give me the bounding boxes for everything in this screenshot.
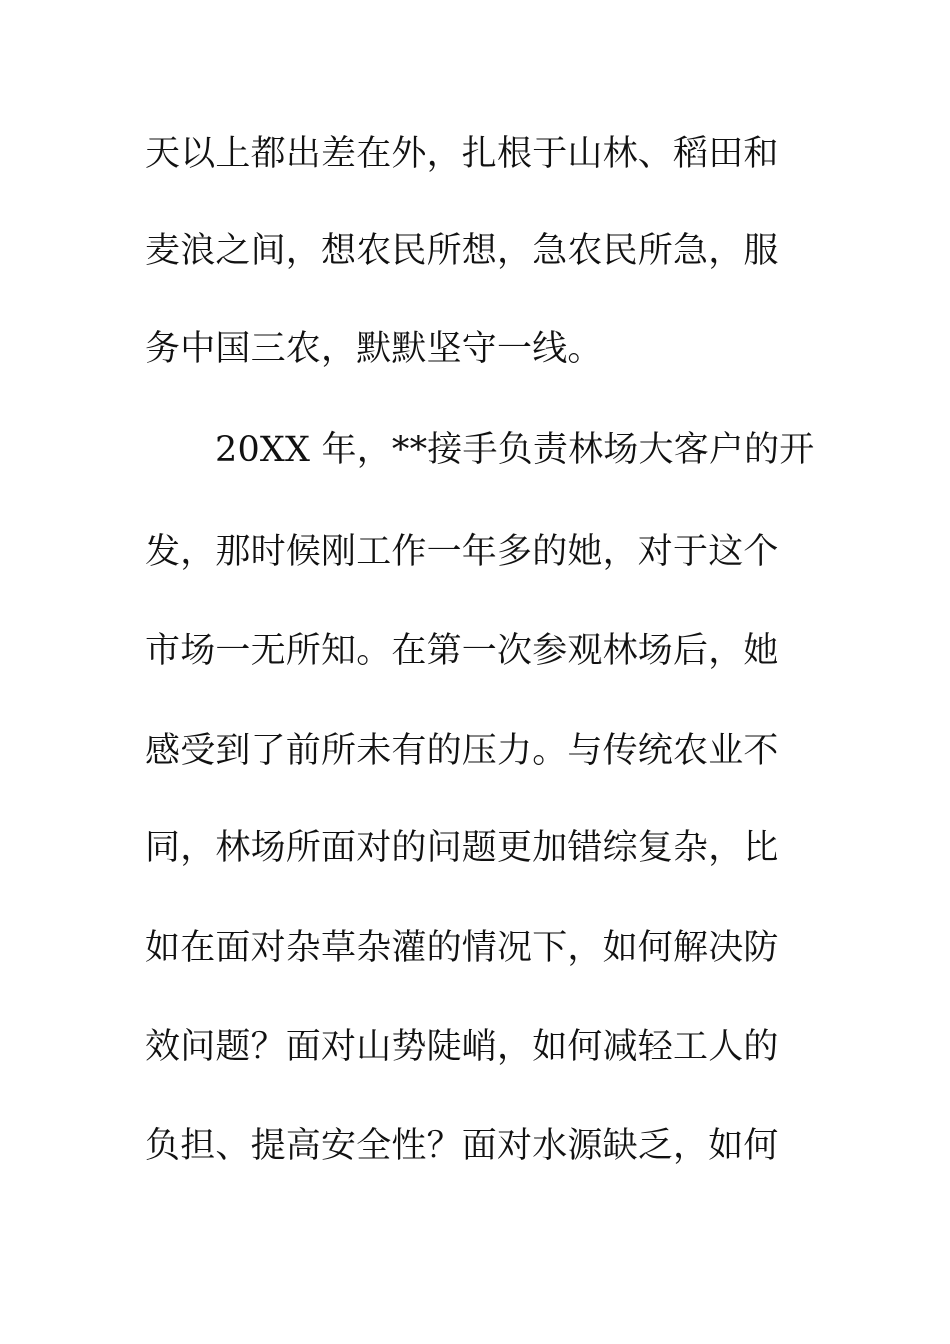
- text-line: 负担、提高安全性？面对水源缺乏，如何: [145, 1126, 779, 1166]
- text-line: 天以上都出差在外，扎根于山林、稻田和: [145, 134, 779, 174]
- text-line: 如在面对杂草杂灌的情况下，如何解决防: [145, 928, 779, 968]
- text-line: 感受到了前所未有的压力。与传统农业不: [145, 731, 779, 771]
- text-line: 务中国三农，默默坚守一线。: [145, 329, 603, 369]
- text-line: 麦浪之间，想农民所想，急农民所急，服: [145, 231, 779, 271]
- text-line: 效问题？面对山势陡峭，如何减轻工人的: [145, 1027, 779, 1067]
- text-line: 市场一无所知。在第一次参观林场后，她: [145, 631, 779, 671]
- text-line: 同，林场所面对的问题更加错综复杂，比: [145, 828, 779, 868]
- paragraph-first-line: 20XX 年，**接手负责林场大客户的开: [215, 430, 815, 470]
- text-line: 发，那时候刚工作一年多的她，对于这个: [145, 532, 779, 572]
